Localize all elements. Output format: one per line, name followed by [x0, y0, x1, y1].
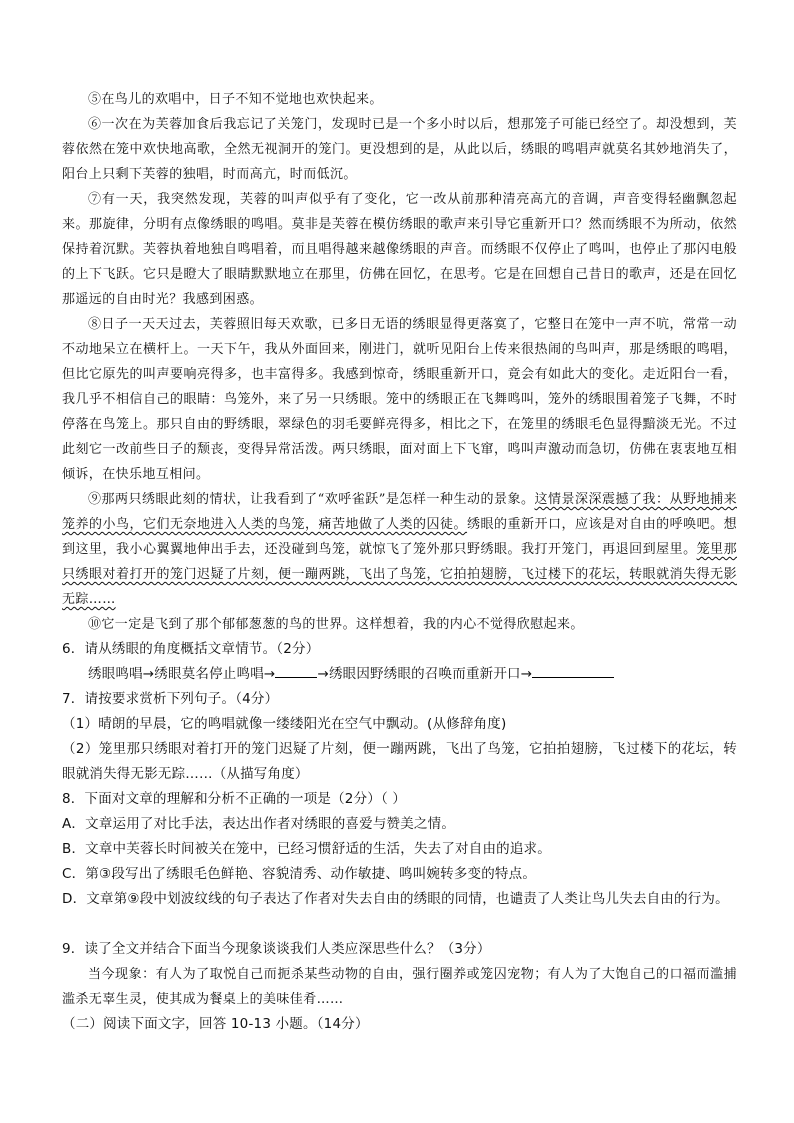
- paragraph-9-intro: ⑨那两只绣眼此刻的情状，让我看到了“欢呼雀跃”是怎样一种生动的景象。: [88, 492, 535, 507]
- question-7: 7．请按要求赏析下列句子。（4分）: [62, 691, 279, 707]
- question-9: 9．读了全文并结合下面当今现象谈谈我们人类应深思些什么？（3分）: [62, 941, 491, 957]
- answer-blank-2[interactable]: [532, 665, 614, 678]
- question-6-chain: 绣眼鸣唱→绣眼莫名停止鸣唱→ →绣眼因野绣眼的召唤而重新开口→: [62, 662, 737, 687]
- question-8: 8．下面对文章的理解和分析不正确的一项是（2分）（ ）: [62, 791, 407, 807]
- option-c: C．第③段写出了绣眼毛色鲜艳、容貌清秀、动作敏捷、鸣叫婉转多变的特点。: [62, 866, 537, 882]
- paragraph-8: ⑧日子一天天过去，芙蓉照旧每天欢歌，已多日无语的绣眼显得更落寞了，它整日在笼中一声不吭，常常一动不动地呆立在横杆上。一天下午，我从外面回来，刚进门，就听见阳台上传来很热闹的鸟叫声，那是绣眼的鸣唱，但比它原先的叫声要响亮得多，也丰富得多。我感到惊奇，绣眼重新开口，竟会有如此大的变化。走近阳台一看，我几乎不相信自己的眼睛：鸟笼外，来了另一只绣眼。笼中的绣眼正在飞舞鸣叫，笼外的绣眼围着笼子飞舞，不时停落在鸟笼上。那只自由的野绣眼，翠绿色的羽毛要鲜亮得多，相比之下，在笼里的绣眼毛色显得黯淡无光。不过此刻它一改前些日子的颓丧，变得异常活泼。两只绣眼，面对面上下飞窜，鸣叫声激动而急切，仿佛在衷衷地互相倾诉，在快乐地互相问。: [62, 317, 737, 482]
- paragraph-9-middle: 绣眼的重新开口，应该是对自由的呼唤吧。想到这里，我小心翼翼地伸出手去，还没碰到鸟笼，就惊飞了笼外那只野绣眼。我打开笼门，再退回到屋里。: [62, 517, 737, 557]
- paragraph-7: ⑦有一天，我突然发现，芙蓉的叫声似乎有了变化，它一改从前那种清亮高亢的音调，声音变得轻幽飘忽起来。那旋律，分明有点像绣眼的鸣唱。莫非是芙蓉在模仿绣眼的歌声来引导它重新开口？然而绣眼不为所动，依然保持着沉默。芙蓉执着地独自鸣唱着，而且唱得越来越像绣眼的声音。而绣眼不仅停止了鸣叫，也停止了那闪电般的上下飞跃。它只是瞪大了眼睛默默地立在那里，仿佛在回忆，在思考。它是在回想自己昔日的歌声，还是在回忆那遥远的自由时光？我感到困惑。: [62, 192, 737, 307]
- section-2-heading: （二）阅读下面文字，回答 10-13 小题。（14分）: [62, 1016, 369, 1032]
- option-b: B．文章中芙蓉长时间被关在笼中，已经习惯舒适的生活，失去了对自由的追求。: [62, 841, 551, 857]
- question-6: 6．请从绣眼的角度概括文章情节。（2分）: [62, 641, 320, 657]
- question-7-item-1: （1）晴朗的早晨，它的鸣唱就像一缕缕阳光在空气中飘动。(从修辞角度): [62, 716, 507, 732]
- paragraph-5: ⑤在鸟儿的欢唱中，日子不知不觉地也欢快起来。: [88, 92, 383, 107]
- option-a: A．文章运用了对比手法，表达出作者对绣眼的喜爱与赞美之情。: [62, 816, 456, 832]
- paragraph-6: ⑥一次在为芙蓉加食后我忘记了关笼门，发现时已是一个多小时以后，想那笼子可能已经空了。却没想到，芙蓉依然在笼中欢快地高歌，全然无视洞开的笼门。更没想到的是，从此以后，绣眼的鸣唱声就莫名其妙地消失了，阳台上只剩下芙蓉的独唱，时而高亢，时而低沉。: [62, 117, 737, 182]
- answer-blank-1[interactable]: [275, 665, 317, 678]
- question-9-material: 当今现象：有人为了取悦自己而扼杀某些动物的自由，强行圈养或笼囚宠物；有人为了大饱自己的口福而滥捕滥杀无辜生灵，使其成为餐桌上的美味佳肴……: [62, 967, 737, 1007]
- question-7-item-2: （2）笼里那只绣眼对着打开的笼门迟疑了片刻，便一蹦两跳，飞出了鸟笼，它拍拍翅膀，飞过楼下的花坛，转眼就消失得无影无踪……（从描写角度）: [62, 741, 737, 782]
- wavy-underlined-sentence-1: 这情景深深震撼了我：从野地捕来笼养的小鸟，它们无奈地进入人类的鸟笼，痛苦地做了人类的囚徒。: [62, 492, 737, 532]
- option-d: D．文章第⑨段中划波纹线的句子表达了作者对失去自由的绣眼的同情，也谴责了人类让鸟儿失去自由的行为。: [62, 891, 729, 907]
- paragraph-9: [62, 487, 737, 612]
- paragraph-10: ⑩它一定是飞到了那个郁郁葱葱的鸟的世界。这样想着，我的内心不觉得欣慰起来。: [88, 617, 584, 632]
- wavy-underlined-sentence-2: 笼里那只绣眼对着打开的笼门迟疑了片刻，便一蹦两跳，飞出了鸟笼，它拍拍翅膀，飞过楼下的花坛，转眼就消失得无影无踪……: [62, 542, 737, 607]
